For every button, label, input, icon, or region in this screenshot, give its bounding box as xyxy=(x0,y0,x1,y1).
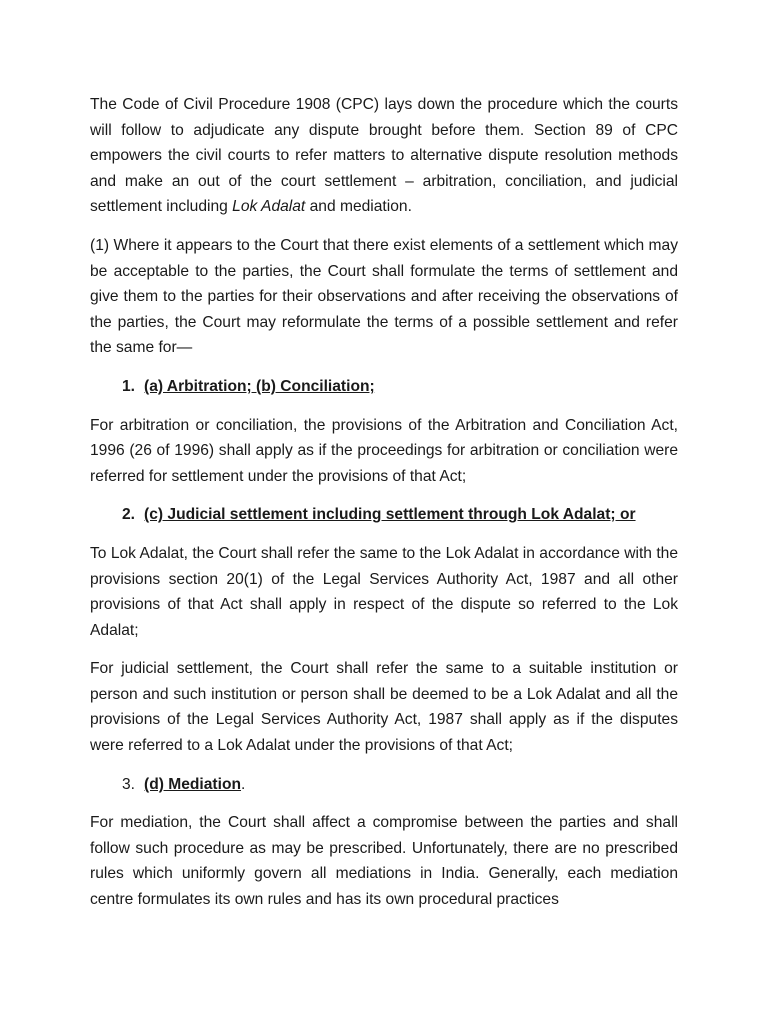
item-2-paragraph-2: For judicial settlement, the Court shall refer the same to a suitable institution or person and such institution or person shall be deemed to be a Lok Adalat and all the provisions of the Legal Services Authority Act, 1987 shall apply as if the disputes were referred to a Lok Adalat under the provisions of that Act; xyxy=(90,660,678,755)
item-1-paragraph-1: For arbitration or conciliation, the provisions of the Arbitration and Conciliation Act, 1996 (26 of 1996) shall apply as if the proceedings for arbitration or conciliation were referred for settlement under the provisions of that Act; xyxy=(90,416,678,485)
intro-paragraph xyxy=(90,92,678,220)
intro-text-part2: and mediation. xyxy=(305,198,412,216)
item-1-heading xyxy=(90,374,678,400)
clause-1-paragraph: (1) Where it appears to the Court that there exist elements of a settlement which may be acceptable to the parties, the Court shall formulate the terms of settlement and give them to the parties for their observations and after receiving the observations of the parties, the Court may reformulate the terms of a possible settlement and refer the same for— xyxy=(90,236,678,357)
item-1-number: 1. xyxy=(121,377,135,395)
item-3-heading-trailing: . xyxy=(241,775,246,793)
item-3-paragraph-1: For mediation, the Court shall affect a compromise between the parties and shall follow such procedure as may be prescribed. Unfortunately, there are no prescribed rules which uniformly govern all mediations in India. Generally, each mediation centre formulates its own rules and has its own procedural practices xyxy=(90,814,678,909)
item-2-number: 2. xyxy=(121,506,135,524)
item-3-heading xyxy=(90,772,678,798)
intro-text-part1: The Code of Civil Procedure 1908 (CPC) lays down the procedure which the courts will follow to adjudicate any dispute brought before them. Section 89 of CPC empowers the civil courts to refer matters to alternative dispute resolution methods and make an out of the court settlement – arbitration, conciliation, and judicial settlement including xyxy=(90,96,678,216)
item-1-heading-label: (a) Arbitration; (b) Conciliation; xyxy=(144,377,375,395)
item-3-number: 3. xyxy=(121,775,135,793)
item-3-heading-label: (d) Mediation xyxy=(144,775,242,793)
item-2-heading-label: (c) Judicial settlement including settlement through Lok Adalat; or xyxy=(144,506,636,524)
item-2-paragraph-1: To Lok Adalat, the Court shall refer the same to the Lok Adalat in accordance with the provisions section 20(1) of the Legal Services Authority Act, 1987 and all other provisions of that Act shall apply in respect of the dispute so referred to the Lok Adalat; xyxy=(90,544,678,639)
item-2-heading xyxy=(90,502,678,528)
document-page xyxy=(90,92,678,913)
intro-italic-lok-adalat: Lok Adalat xyxy=(232,198,306,216)
